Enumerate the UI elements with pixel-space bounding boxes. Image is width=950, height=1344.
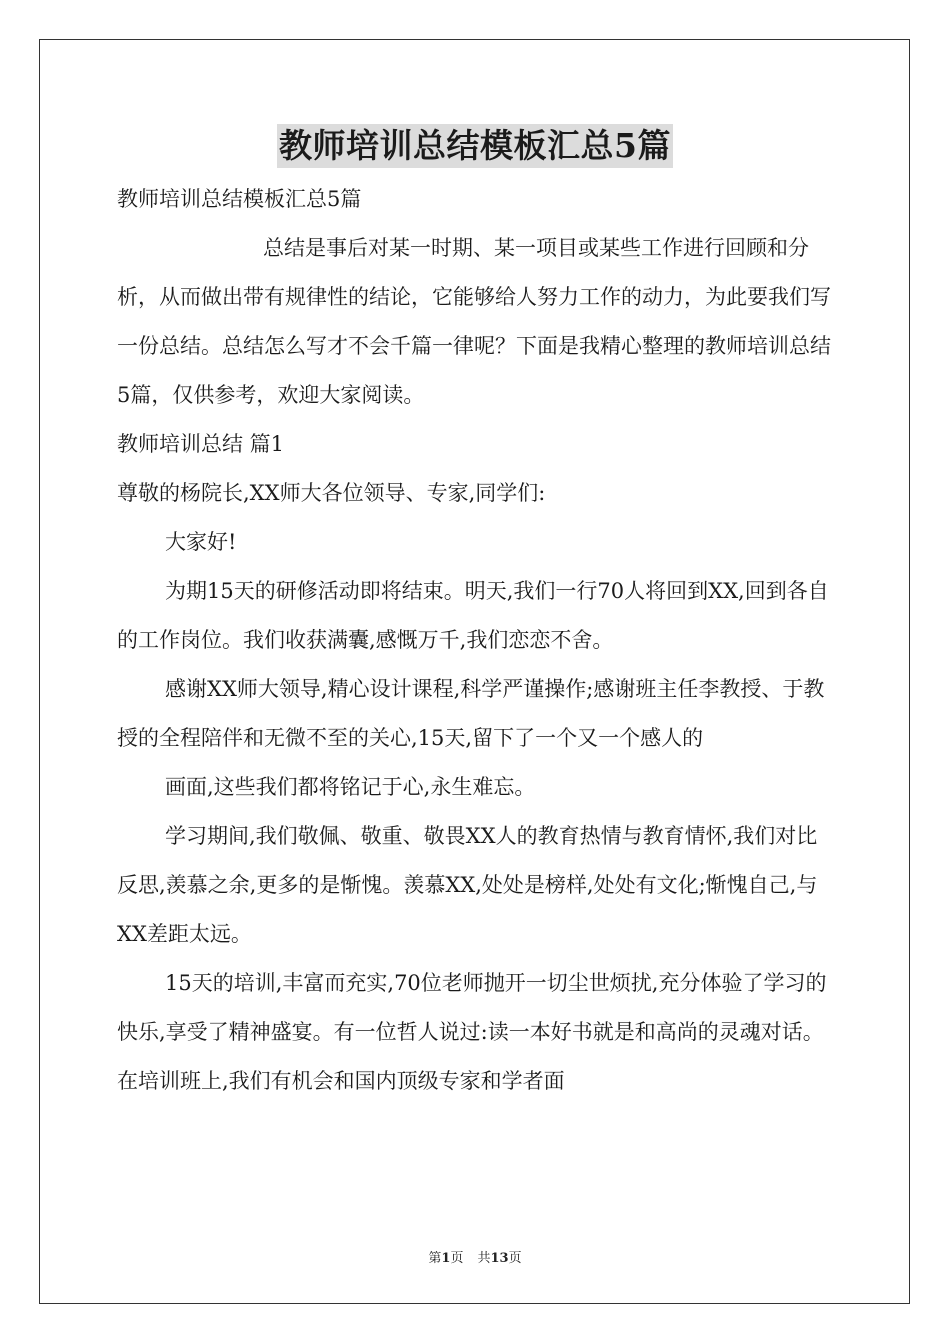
body-paragraph: 学习期间,我们敬佩、敬重、敬畏XX人的教育热情与教育情怀,我们对比反思,羡慕之余,更多的是惭愧。羡慕XX,处处是榜样,处处有文化;惭愧自己,与XX差距太远。	[117, 824, 818, 946]
page-prefix: 第	[428, 1251, 442, 1266]
body-paragraph: 感谢XX师大领导,精心设计课程,科学严谨操作;感谢班主任李教授、于教授的全程陪伴和无微不至的关心,15天,留下了一个又一个感人的	[117, 677, 825, 750]
body-paragraph: 15天的培训,丰富而充实,70位老师抛开一切尘世烦扰,充分体验了学习的快乐,享受了精神盛宴。有一位哲人说过:读一本好书就是和高尚的灵魂对话。在培训班上,我们有机会和国内顶级专家和学者面	[117, 971, 827, 1093]
body-paragraph: 画面,这些我们都将铭记于心,永生难忘。	[165, 775, 536, 799]
subtitle-line: 教师培训总结模板汇总5篇	[117, 187, 362, 211]
document-title: 教师培训总结模板汇总5篇	[277, 124, 673, 168]
greeting: 大家好!	[165, 530, 237, 554]
intro-paragraph: 总结是事后对某一时期、某一项目或某些工作进行回顾和分析，从而做出带有规律性的结论，它能够给人努力工作的动力，为此要我们写一份总结。总结怎么写才不会千篇一律呢？下面是我精心整理的教师培训总结5篇，仅供参考，欢迎大家阅读。	[117, 236, 831, 407]
total-page-count: 13	[490, 1251, 509, 1266]
salutation: 尊敬的杨院长,XX师大各位领导、专家,同学们:	[117, 481, 546, 505]
section-heading: 教师培训总结 篇1	[117, 432, 285, 456]
document-body	[117, 175, 837, 1106]
page-suffix: 页	[450, 1251, 464, 1266]
page-footer	[0, 1247, 950, 1266]
total-suffix: 页	[508, 1251, 522, 1266]
body-paragraph: 为期15天的研修活动即将结束。明天,我们一行70人将回到XX,回到各自的工作岗位。我们收获满囊,感慨万千,我们恋恋不舍。	[117, 579, 829, 652]
total-prefix: 共	[477, 1251, 491, 1266]
title-container	[0, 124, 950, 168]
current-page-number: 1	[441, 1251, 451, 1266]
